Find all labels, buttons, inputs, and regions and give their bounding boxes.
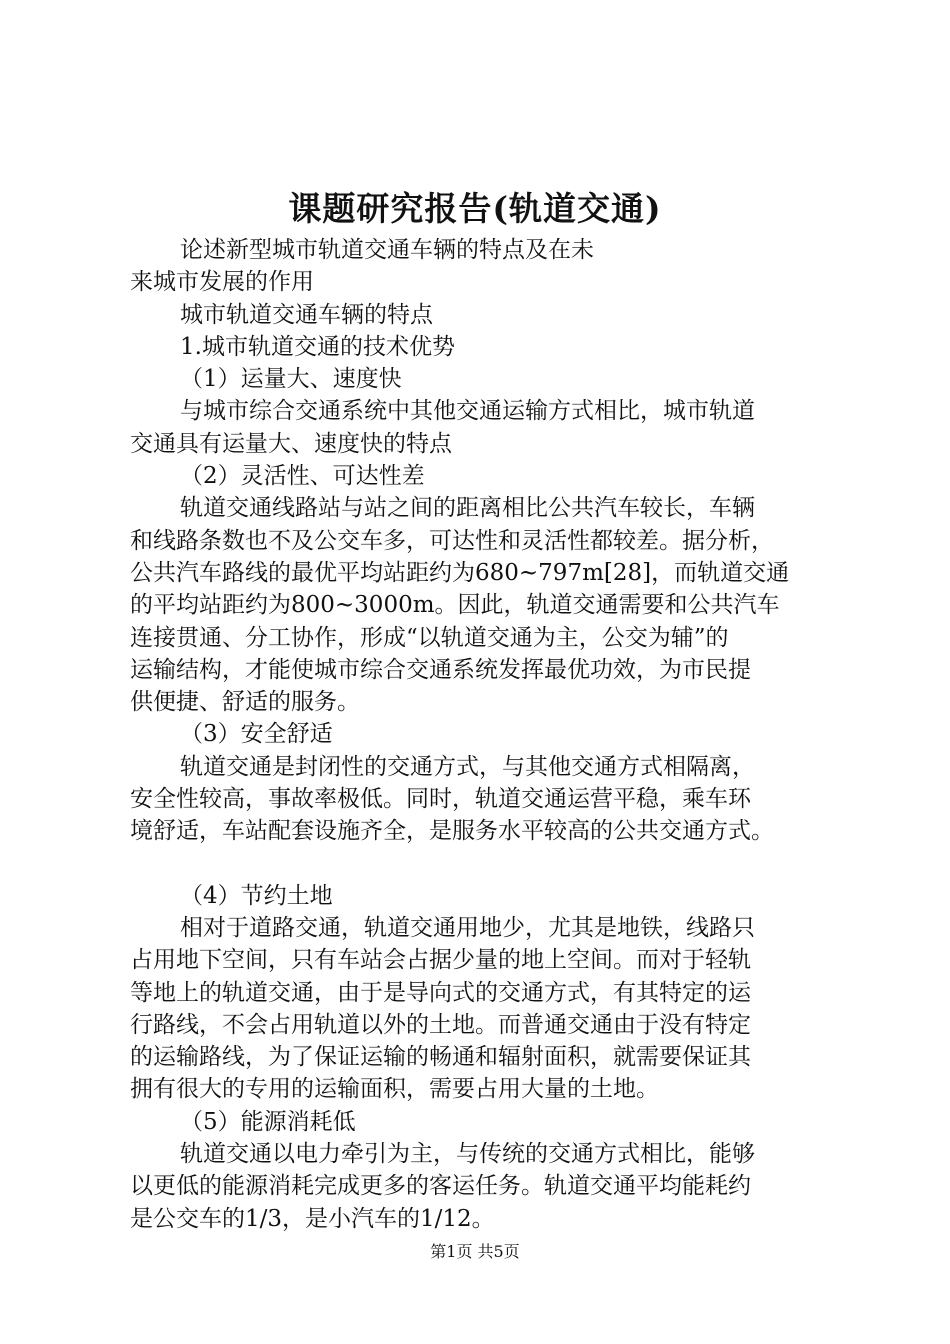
subsection-heading: （1）运量大、速度快 bbox=[180, 366, 402, 393]
paragraph-line: 占用地下空间，只有车站会占据少量的地上空间。而对于轻轨 bbox=[130, 947, 751, 974]
paragraph-line: 连接贯通、分工协作，形成“以轨道交通为主，公交为辅”的 bbox=[130, 624, 729, 651]
subsection-heading: （2）灵活性、可达性差 bbox=[180, 463, 425, 490]
subsection-heading: （3）安全舒适 bbox=[180, 721, 333, 748]
paragraph-line: 的运输路线，为了保证运输的畅通和辐射面积，就需要保证其 bbox=[130, 1044, 751, 1071]
paragraph-line: 交通具有运量大、速度快的特点 bbox=[130, 430, 452, 457]
paragraph-line: 相对于道路交通，轨道交通用地少，尤其是地铁，线路只 bbox=[180, 914, 755, 941]
section-heading: 城市轨道交通车辆的特点 bbox=[180, 301, 433, 328]
subsection-heading: （5）能源消耗低 bbox=[180, 1108, 356, 1135]
section-heading: 1.城市轨道交通的技术优势 bbox=[180, 333, 455, 360]
paragraph-line: 轨道交通以电力牵引为主，与传统的交通方式相比，能够 bbox=[180, 1141, 755, 1168]
blank-line bbox=[130, 848, 830, 880]
paragraph-line: 拥有很大的专用的运输面积，需要占用大量的土地。 bbox=[130, 1076, 659, 1103]
heading-line: 论述新型城市轨道交通车辆的特点及在未 bbox=[180, 237, 594, 263]
paragraph-line: 等地上的轨道交通，由于是导向式的交通方式，有其特定的运 bbox=[130, 979, 751, 1006]
paragraph-line: 以更低的能源消耗完成更多的客运任务。轨道交通平均能耗约 bbox=[130, 1173, 751, 1200]
document-body bbox=[130, 234, 830, 1235]
paragraph-line: 轨道交通线路站与站之间的距离相比公共汽车较长，车辆 bbox=[180, 495, 755, 522]
paragraph-line: 安全性较高，事故率极低。同时，轨道交通运营平稳，乘车环 bbox=[130, 786, 751, 813]
paragraph-line: 和线路条数也不及公交车多，可达性和灵活性都较差。据分析， bbox=[130, 527, 774, 554]
paragraph-line: 行路线，不会占用轨道以外的土地。而普通交通由于没有特定 bbox=[130, 1011, 751, 1038]
subsection-heading: （4）节约土地 bbox=[180, 882, 333, 909]
document-title: 课题研究报告(轨道交通) bbox=[288, 189, 662, 228]
page-footer: 第1页 共5页 bbox=[430, 1242, 520, 1261]
paragraph-line: 公共汽车路线的最优平均站距约为680~797m[28]，而轨道交通 bbox=[130, 559, 790, 586]
paragraph-line: 轨道交通是封闭性的交通方式，与其他交通方式相隔离， bbox=[180, 753, 755, 780]
paragraph-line: 供便捷、舒适的服务。 bbox=[130, 689, 360, 716]
paragraph-line: 是公交车的1/3，是小汽车的1/12。 bbox=[130, 1205, 495, 1232]
paragraph-line: 境舒适，车站配套设施齐全，是服务水平较高的公共交通方式。 bbox=[130, 818, 774, 845]
paragraph-line: 与城市综合交通系统中其他交通运输方式相比，城市轨道 bbox=[180, 398, 755, 425]
paragraph-line: 的平均站距约为800~3000m。因此，轨道交通需要和公共汽车 bbox=[130, 592, 780, 619]
paragraph-line: 运输结构，才能使城市综合交通系统发挥最优功效，为市民提 bbox=[130, 656, 751, 683]
heading-line: 来城市发展的作用 bbox=[130, 269, 314, 296]
